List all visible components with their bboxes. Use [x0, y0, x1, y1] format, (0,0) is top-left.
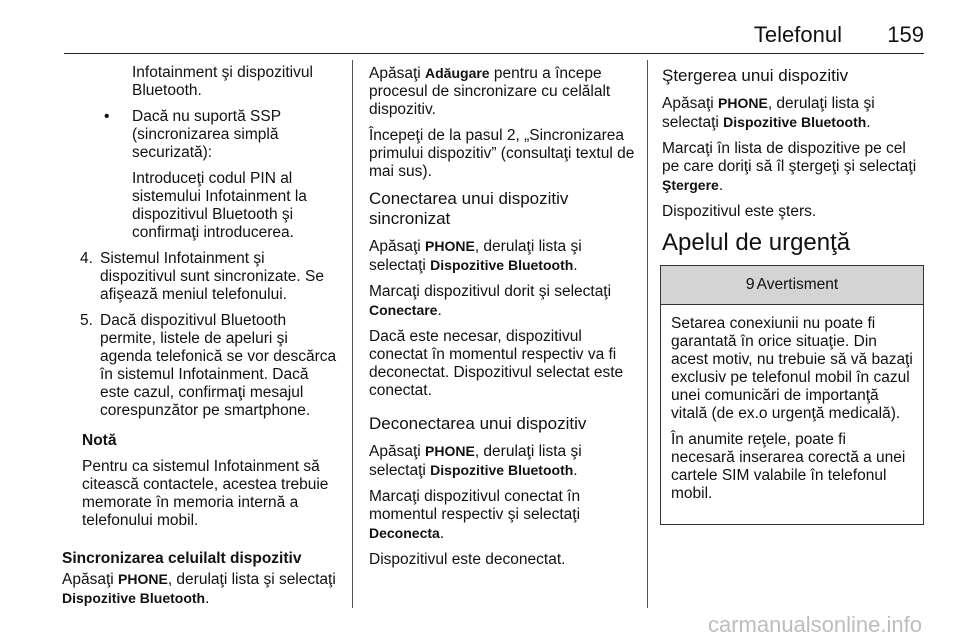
chapter-title: Telefonul — [753, 22, 842, 47]
column-1 — [62, 64, 340, 616]
text: . — [718, 177, 724, 194]
text: Marcaţi dispozitivul dorit şi selectaţi — [369, 283, 612, 300]
disconnect-step-2 — [369, 488, 637, 543]
text: , derulaţi lista şi selectaţi — [369, 238, 582, 274]
column-3 — [662, 64, 924, 265]
text: pentru a începe procesul de sincronizare cu celălalt dispozitiv. — [369, 65, 611, 118]
restart-instruction: Începeţi de la pasul 2, „Sincronizarea primului dispozitiv” (consultaţi textul de mai sus). — [369, 127, 635, 180]
delete-step-1 — [662, 94, 924, 132]
sync-instruction — [62, 570, 340, 608]
text: , derulaţi lista şi selectaţi — [369, 443, 582, 479]
disconnect-step-1 — [369, 442, 637, 480]
step-4-text: Sistemul Infotainment şi dispozitivul sunt sincronizate. Se afişează meniul telefonului. — [100, 250, 325, 303]
bullet-ssp-detail: Introduceţi codul PIN al sistemului Infotainment la dispozitivul Bluetooth şi confirmaţi introducerea. — [132, 170, 307, 241]
text: , derulaţi lista şi selectaţi — [662, 95, 875, 131]
bluetooth-devices-label: Dispozitive Bluetooth — [62, 590, 206, 606]
warning-title: Avertisment — [756, 276, 839, 293]
disconnect-heading: Deconectarea unui dispozitiv — [369, 414, 587, 433]
warning-body — [661, 305, 923, 503]
text: . — [439, 525, 445, 542]
step-4 — [62, 250, 340, 304]
note-block — [62, 432, 340, 530]
text: . — [573, 257, 578, 274]
connect-step-3: Dacă este necesar, dispozitivul conectat în momentul respectiv va fi deconectat. Dispozitivul selectat este conectat. — [369, 328, 624, 399]
page-number: 159 — [887, 22, 924, 47]
phone-label: PHONE — [118, 571, 168, 587]
delete-label: Ştergere — [662, 177, 719, 193]
connect-label: Conectare — [369, 302, 438, 318]
column-2 — [369, 64, 637, 577]
bluetooth-devices-label: Dispozitive Bluetooth — [430, 257, 574, 273]
warning-icon: 9 — [745, 276, 755, 293]
text: . — [866, 114, 871, 131]
text: . — [437, 302, 442, 319]
phone-label: PHONE — [718, 95, 768, 111]
header-rule — [64, 53, 924, 54]
text: , derulaţi lista şi selectaţi — [167, 571, 336, 588]
delete-step-2 — [662, 140, 924, 195]
sync-heading: Sincronizarea celuilalt dispozitiv — [62, 550, 302, 567]
bluetooth-devices-label: Dispozitive Bluetooth — [723, 114, 867, 130]
warning-header — [661, 266, 923, 305]
warning-paragraph-2: În anumite reţele, poate fi necesară inserarea corectă a unei cartele SIM valabile în telefonul mobil. — [671, 431, 906, 502]
text: Apăsaţi — [369, 238, 426, 255]
warning-paragraph-1: Setarea conexiunii nu poate fi garantată în orice situaţie. Din acest motiv, nu trebuie să vă bazaţi exclusiv pe telefonul mobil în cazul unei comunicări de importanţă vitală (de ex.o urgenţă medicală). — [671, 315, 913, 422]
step-5-number: 5. — [80, 312, 93, 329]
text: Apăsaţi — [62, 571, 119, 588]
text: . — [573, 462, 578, 479]
step-continuation: Infotainment şi dispozitivul Bluetooth. — [132, 64, 313, 99]
connect-step-1 — [369, 237, 637, 275]
page-header — [0, 0, 960, 56]
warning-box — [660, 265, 924, 525]
step-4-number: 4. — [80, 250, 93, 267]
text: Apăsaţi — [662, 95, 719, 112]
text: Apăsaţi — [369, 443, 426, 460]
connect-step-2 — [369, 283, 637, 320]
note-text: Pentru ca sistemul Infotainment să citească contactele, acestea trebuie memorate în memoria internă a telefonului mobil. — [82, 458, 329, 529]
column-divider-2 — [647, 60, 648, 608]
connect-heading: Conectarea unui dispozitiv sincronizat — [369, 189, 569, 228]
bluetooth-devices-label: Dispozitive Bluetooth — [430, 462, 574, 478]
note-title: Notă — [82, 432, 117, 449]
watermark: carmanualsonline.info — [707, 612, 922, 637]
phone-label: PHONE — [425, 443, 475, 459]
emergency-heading: Apelul de urgenţă — [662, 229, 851, 256]
delete-step-3: Dispozitivul este şters. — [662, 203, 817, 220]
phone-label: PHONE — [425, 238, 475, 254]
step-5-text: Dacă dispozitivul Bluetooth permite, listele de apeluri şi agenda telefonică se vor descărca în sistemul Infotainment. Dacă este cazul, confirmaţi mesajul corespunzător pe smartphone. — [100, 312, 337, 419]
disconnect-step-3: Dispozitivul este deconectat. — [369, 551, 566, 568]
text: Marcaţi în lista de dispozitive pe cel pe care doriţi să îl ştergeţi şi selectaţi — [662, 140, 917, 175]
delete-heading: Ştergerea unui dispozitiv — [662, 66, 849, 85]
step-5 — [62, 312, 340, 420]
column-divider-1 — [352, 60, 353, 608]
bullet-ssp: • Dacă nu suportă SSP (sincronizarea simplă securizată): — [62, 108, 340, 162]
text: Marcaţi dispozitivul conectat în momentul respectiv şi selectaţi — [369, 488, 581, 523]
add-label: Adăugare — [425, 65, 490, 81]
text: . — [205, 590, 210, 607]
text: Apăsaţi — [369, 65, 426, 82]
disconnect-label: Deconecta — [369, 525, 440, 541]
add-instruction — [369, 64, 637, 119]
